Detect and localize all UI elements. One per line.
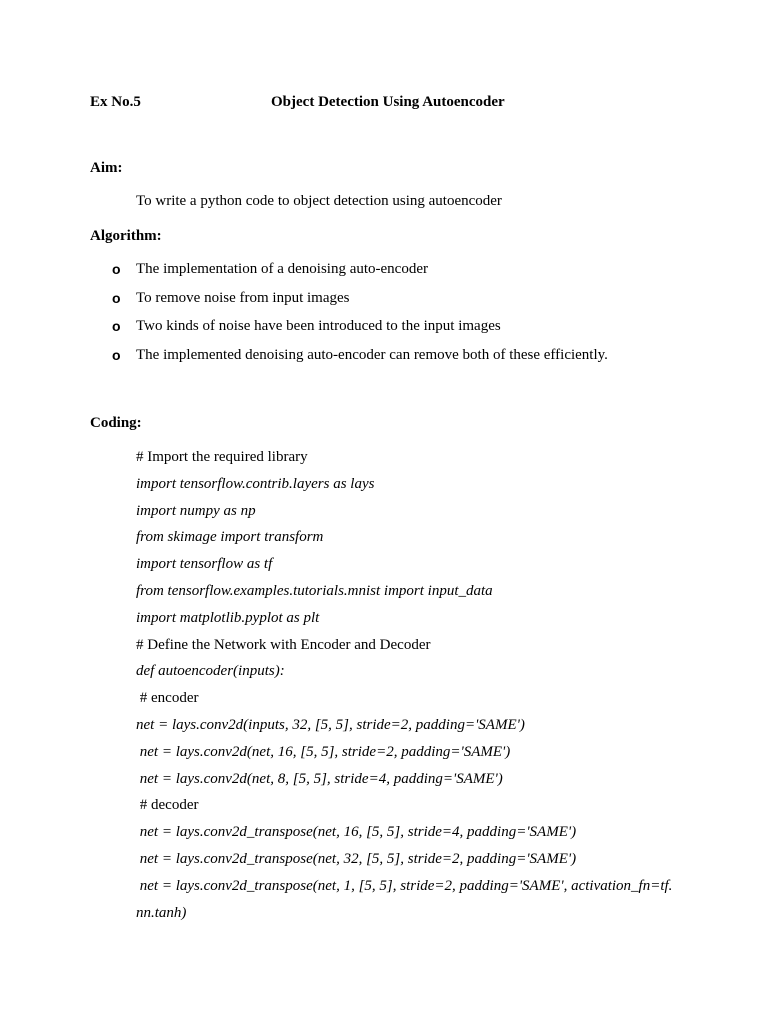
bullet-icon: o bbox=[112, 347, 121, 364]
aim-heading: Aim: bbox=[90, 160, 123, 176]
code-line: net = lays.conv2d(net, 8, [5, 5], stride=4, padding='SAME') bbox=[136, 770, 503, 787]
code-line: net = lays.conv2d(inputs, 32, [5, 5], stride=2, padding='SAME') bbox=[136, 716, 525, 733]
code-line: net = lays.conv2d(net, 16, [5, 5], stride=2, padding='SAME') bbox=[136, 743, 511, 760]
aim-text: To write a python code to object detection using autoencoder bbox=[136, 193, 502, 209]
code-comment-line: # Import the required library bbox=[136, 449, 308, 465]
page-title: Object Detection Using Autoencoder bbox=[271, 94, 505, 110]
algorithm-step: The implementation of a denoising auto-encoder bbox=[136, 261, 428, 277]
code-line: import tensorflow.contrib.layers as lays bbox=[136, 475, 375, 492]
bullet-icon: o bbox=[112, 289, 121, 306]
bullet-icon: o bbox=[112, 261, 121, 277]
algorithm-step: To remove noise from input images bbox=[136, 289, 350, 306]
algorithm-step: Two kinds of noise have been introduced to the input images bbox=[136, 318, 501, 335]
algorithm-step: The implemented denoising auto-encoder can remove both of these efficiently. bbox=[136, 347, 608, 364]
code-line: import numpy as np bbox=[136, 502, 256, 519]
code-listing bbox=[136, 448, 672, 930]
code-line: from skimage import transform bbox=[136, 529, 324, 546]
code-line: nn.tanh) bbox=[136, 904, 187, 921]
code-line: from tensorflow.examples.tutorials.mnist import input_data bbox=[136, 582, 493, 599]
code-line: net = lays.conv2d_transpose(net, 16, [5, 5], stride=4, padding='SAME') bbox=[136, 824, 577, 841]
algorithm-heading: Algorithm: bbox=[90, 228, 162, 244]
exercise-number: Ex No.5 bbox=[90, 94, 141, 110]
code-comment-line: # encoder bbox=[136, 690, 199, 707]
code-line: net = lays.conv2d_transpose(net, 1, [5, 5], stride=2, padding='SAME', activation_fn=tf. bbox=[136, 877, 673, 894]
code-comment-line: # decoder bbox=[136, 797, 199, 814]
code-line: def autoencoder(inputs): bbox=[136, 663, 285, 680]
code-line: import matplotlib.pyplot as plt bbox=[136, 609, 320, 626]
coding-heading: Coding: bbox=[90, 415, 142, 431]
code-comment-line: # Define the Network with Encoder and Decoder bbox=[136, 636, 431, 653]
code-line: net = lays.conv2d_transpose(net, 32, [5, 5], stride=2, padding='SAME') bbox=[136, 850, 577, 867]
code-line: import tensorflow as tf bbox=[136, 556, 273, 573]
bullet-icon: o bbox=[112, 318, 121, 335]
